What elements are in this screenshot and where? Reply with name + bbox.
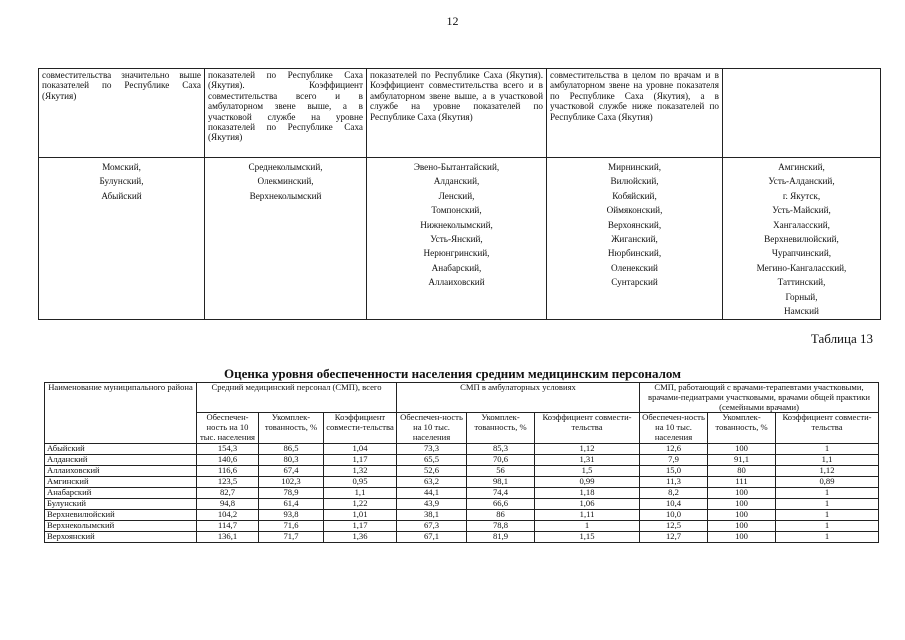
column-group-header: Средний медицинский персонал (СМП), всего <box>197 383 397 413</box>
value-cell: 1,06 <box>535 498 640 509</box>
value-cell: 1 <box>535 520 640 531</box>
group-description: совместительства в целом по врачам и в амбулаторном звене на уровне показателя по Республике Саха (Якутия), а в участковой службе ниже показателей по Республике Саха (Якутия) <box>547 69 723 158</box>
value-cell: 114,7 <box>197 520 259 531</box>
district-name: Верхоянский, <box>607 219 662 230</box>
value-cell: 1,01 <box>324 509 397 520</box>
value-cell: 67,3 <box>397 520 467 531</box>
value-cell: 80,3 <box>259 454 324 465</box>
value-cell: 81,9 <box>467 531 535 542</box>
district-list <box>723 158 881 320</box>
value-cell: 100 <box>708 487 776 498</box>
group-description: совместительства значительно выше показателей по Республике Саха (Якутия) <box>39 69 205 158</box>
value-cell: 1 <box>776 531 879 542</box>
value-cell: 44,1 <box>397 487 467 498</box>
value-cell: 0,95 <box>324 476 397 487</box>
value-cell: 136,1 <box>197 531 259 542</box>
column-header: Обеспечен-ность на 10 тыс. населения <box>197 413 259 443</box>
district-name: Горный, <box>785 291 818 302</box>
district-list <box>367 158 547 320</box>
district-name: Ленский, <box>438 190 475 201</box>
group-description <box>723 69 881 158</box>
district-name: Эвено-Бытантайский, <box>413 162 500 172</box>
table-row <box>45 465 879 476</box>
column-group-header: СМП в амбулаторных условиях <box>397 383 640 413</box>
value-cell: 12,7 <box>640 531 708 542</box>
value-cell: 154,3 <box>197 443 259 454</box>
value-cell: 1,32 <box>324 465 397 476</box>
table-row <box>45 509 879 520</box>
value-cell: 78,9 <box>259 487 324 498</box>
table-row <box>45 476 879 487</box>
value-cell: 73,3 <box>397 443 467 454</box>
value-cell: 65,5 <box>397 454 467 465</box>
district-cell: Алданский <box>45 454 197 465</box>
district-groups-table <box>38 68 881 320</box>
value-cell: 1,04 <box>324 443 397 454</box>
value-cell: 1,15 <box>535 531 640 542</box>
value-cell: 100 <box>708 509 776 520</box>
header-group-row <box>45 383 879 413</box>
page-number: 12 <box>446 14 459 28</box>
value-cell: 74,4 <box>467 487 535 498</box>
district-cell: Анабарский <box>45 487 197 498</box>
district-name: Амгинский, <box>778 162 825 172</box>
district-name: Кобяйский, <box>612 190 657 201</box>
district-name: Верхнеколымский <box>249 190 322 201</box>
value-cell: 1,11 <box>535 509 640 520</box>
district-cell: Булунский <box>45 498 197 509</box>
value-cell: 71,7 <box>259 531 324 542</box>
district-list <box>39 158 205 320</box>
value-cell: 1,1 <box>776 454 879 465</box>
value-cell: 100 <box>708 498 776 509</box>
table-row <box>45 487 879 498</box>
district-list <box>547 158 723 320</box>
value-cell: 1 <box>776 509 879 520</box>
district-cell: Верхоянский <box>45 531 197 542</box>
value-cell: 10,4 <box>640 498 708 509</box>
value-cell: 70,6 <box>467 454 535 465</box>
value-cell: 82,7 <box>197 487 259 498</box>
value-cell: 66,6 <box>467 498 535 509</box>
value-cell: 1,12 <box>776 465 879 476</box>
column-header: Укомплек-тованность, % <box>259 413 324 443</box>
district-name: Аллаиховский <box>428 277 485 288</box>
district-name: Вилюйский, <box>610 176 659 187</box>
district-name: Абыйский <box>101 190 142 201</box>
district-name: г. Якутск, <box>782 190 821 201</box>
district-name: Томпонский, <box>431 205 482 216</box>
district-name: Нижнеколымский, <box>420 219 493 230</box>
value-cell: 94,8 <box>197 498 259 509</box>
district-list <box>205 158 367 320</box>
value-cell: 8,2 <box>640 487 708 498</box>
district-name: Булунский, <box>99 176 144 187</box>
district-cell: Верхнеколымский <box>45 520 197 531</box>
district-name: Мегино-Кангаласский, <box>756 262 847 273</box>
district-name: Момский, <box>102 162 141 172</box>
district-name: Олекминский, <box>257 176 314 187</box>
value-cell: 61,4 <box>259 498 324 509</box>
value-cell: 1,5 <box>535 465 640 476</box>
district-name: Нерюнгринский, <box>423 248 490 259</box>
description-row <box>39 69 881 158</box>
table-row <box>45 454 879 465</box>
district-name: Алданский, <box>433 176 480 187</box>
value-cell: 11,3 <box>640 476 708 487</box>
value-cell: 1 <box>776 487 879 498</box>
value-cell: 1,31 <box>535 454 640 465</box>
column-header-district: Наименование муниципального района <box>45 383 197 444</box>
column-header: Укомплек-тованность, % <box>467 413 535 443</box>
district-cell: Амгинский <box>45 476 197 487</box>
value-cell: 104,2 <box>197 509 259 520</box>
value-cell: 78,8 <box>467 520 535 531</box>
table-row <box>45 498 879 509</box>
value-cell: 43,9 <box>397 498 467 509</box>
value-cell: 1 <box>776 520 879 531</box>
value-cell: 86 <box>467 509 535 520</box>
table-row <box>45 520 879 531</box>
district-name: Мирнинский, <box>607 162 662 172</box>
value-cell: 0,89 <box>776 476 879 487</box>
value-cell: 71,6 <box>259 520 324 531</box>
value-cell: 140,6 <box>197 454 259 465</box>
value-cell: 1,1 <box>324 487 397 498</box>
value-cell: 1 <box>776 443 879 454</box>
value-cell: 38,1 <box>397 509 467 520</box>
value-cell: 1,22 <box>324 498 397 509</box>
district-name: Усть-Майский, <box>772 205 831 216</box>
district-name: Нюрбинский, <box>607 248 662 259</box>
value-cell: 102,3 <box>259 476 324 487</box>
district-name: Намский <box>784 306 819 317</box>
value-cell: 10,0 <box>640 509 708 520</box>
value-cell: 1,12 <box>535 443 640 454</box>
value-cell: 91,1 <box>708 454 776 465</box>
value-cell: 0,99 <box>535 476 640 487</box>
district-cell: Абыйский <box>45 443 197 454</box>
value-cell: 1 <box>776 498 879 509</box>
value-cell: 12,6 <box>640 443 708 454</box>
staffing-table <box>44 382 879 543</box>
district-name: Жиганский, <box>611 234 658 245</box>
column-header: Коэффициент совмести-тельства <box>324 413 397 443</box>
value-cell: 56 <box>467 465 535 476</box>
district-name: Усть-Янский, <box>430 234 483 245</box>
district-name: Оймяконский, <box>606 205 663 216</box>
value-cell: 1,18 <box>535 487 640 498</box>
value-cell: 98,1 <box>467 476 535 487</box>
district-name: Усть-Алданский, <box>768 176 835 187</box>
column-header: Обеспечен-ность на 10 тыс. населения <box>640 413 708 443</box>
value-cell: 67,4 <box>259 465 324 476</box>
column-header: Коэффициент совмести-тельства <box>776 413 879 443</box>
district-name: Среднеколымский, <box>248 162 323 172</box>
value-cell: 1,36 <box>324 531 397 542</box>
district-name: Оленекский <box>611 262 658 273</box>
column-header: Коэффициент совмести-тельства <box>535 413 640 443</box>
district-name: Анабарский, <box>431 262 482 273</box>
district-name: Верхневилюйский, <box>764 234 839 245</box>
district-name: Хангаласский, <box>773 219 830 230</box>
value-cell: 86,5 <box>259 443 324 454</box>
value-cell: 15,0 <box>640 465 708 476</box>
value-cell: 63,2 <box>397 476 467 487</box>
value-cell: 123,5 <box>197 476 259 487</box>
value-cell: 12,5 <box>640 520 708 531</box>
value-cell: 67,1 <box>397 531 467 542</box>
value-cell: 111 <box>708 476 776 487</box>
group-description: показателей по Республике Саха (Якутия). Коэффициент совместительства всего и в амбулаторном звене выше, а в участковой службе на уровне показателей по Республике Саха (Якутия) <box>367 69 547 158</box>
value-cell: 100 <box>708 443 776 454</box>
table-caption: Таблица 13 <box>810 331 873 346</box>
value-cell: 100 <box>708 520 776 531</box>
value-cell: 1,17 <box>324 520 397 531</box>
group-description: показателей по Республике Саха (Якутия). Коэффициент совместительства всего и в амбулаторном звене выше, а в участковой службе на уровне показателей по Республике Саха (Якутия) <box>205 69 367 158</box>
value-cell: 100 <box>708 531 776 542</box>
table-row <box>45 531 879 542</box>
value-cell: 1,17 <box>324 454 397 465</box>
district-name: Сунтарский <box>611 277 658 288</box>
district-cell: Аллаиховский <box>45 465 197 476</box>
district-name: Таттинский, <box>777 277 826 288</box>
column-header: Обеспечен-ность на 10 тыс. населения <box>397 413 467 443</box>
column-group-header: СМП, работающий с врачами-терапевтами участковыми, врачами-педиатрами участковыми, врачами общей практики (семейными врачами) <box>640 383 879 413</box>
value-cell: 52,6 <box>397 465 467 476</box>
value-cell: 80 <box>708 465 776 476</box>
value-cell: 93,8 <box>259 509 324 520</box>
table-title: Оценка уровня обеспеченности населения средним медицинским персоналом <box>224 366 681 381</box>
table-row <box>45 443 879 454</box>
district-name: Чурапчинский, <box>771 248 832 259</box>
districts-row <box>39 158 881 320</box>
value-cell: 116,6 <box>197 465 259 476</box>
value-cell: 85,3 <box>467 443 535 454</box>
column-header: Укомплек-тованность, % <box>708 413 776 443</box>
value-cell: 7,9 <box>640 454 708 465</box>
district-cell: Верхневилюйский <box>45 509 197 520</box>
